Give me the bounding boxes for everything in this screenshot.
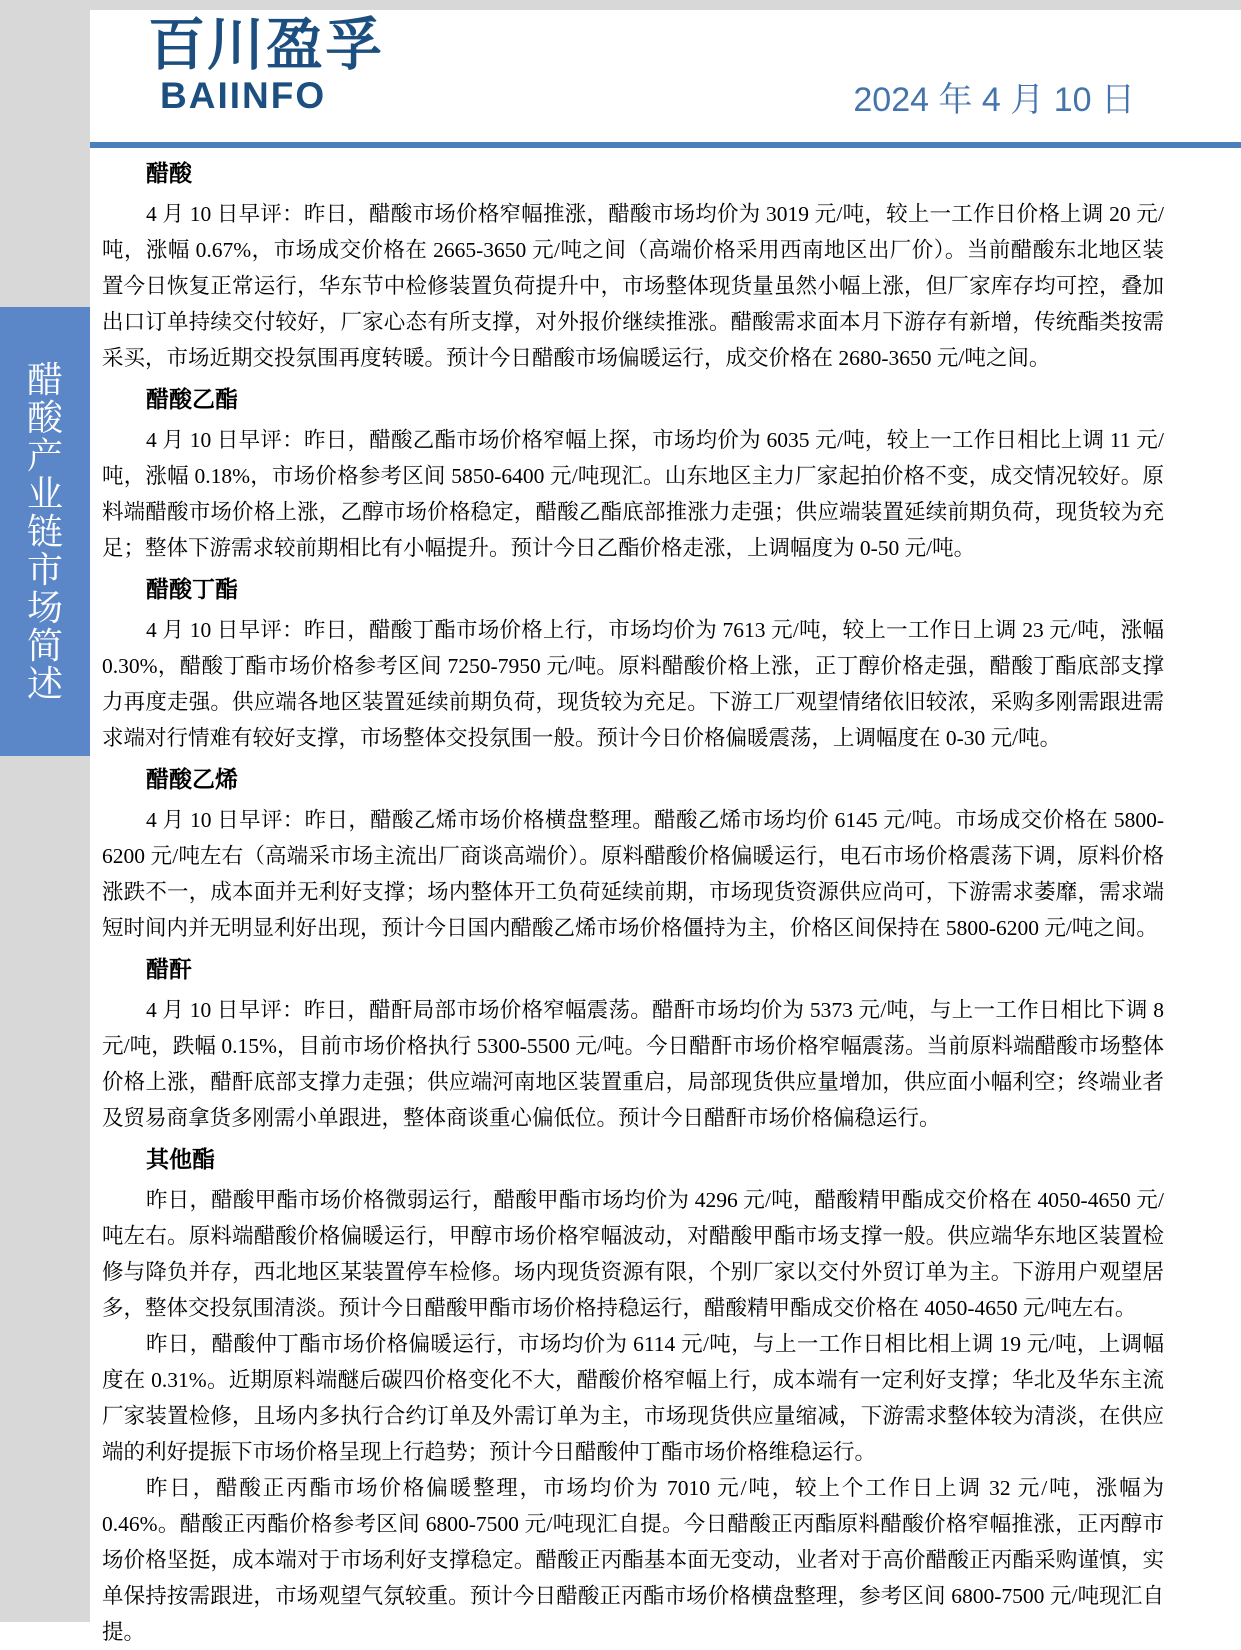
- section-paragraph: 昨日，醋酸正丙酯市场价格偏暖整理，市场均价为 7010 元/吨，较上个工作日上调 32 元/吨，涨幅为 0.46%。醋酸正丙酯价格参考区间 6800-7500 元/吨现汇自提。今日醋酸正丙酯原料醋酸价格窄幅推涨，正丙醇市场价格坚挺，成本端对于市场利好支撑稳定。醋酸正丙酯基本面无变动，业者对于高价醋酸正丙酯采购谨慎，实单保持按需跟进，市场观望气氛较重。预计今日醋酸正丙酯市场价格横盘整理，参考区间 6800-7500 元/吨现汇自提。: [102, 1476, 1164, 1644]
- baiinfo-logo: [148, 14, 384, 116]
- section-butyl-acetate: [102, 576, 1164, 756]
- section-other-esters: [102, 1146, 1164, 1650]
- header-divider: [90, 142, 1241, 148]
- section-heading: 醋酐: [146, 957, 192, 982]
- section-heading: 醋酸: [146, 161, 192, 186]
- section-acetic-acid: [102, 160, 1164, 376]
- page-top-margin: [0, 0, 1241, 10]
- page-left-margin: [0, 0, 90, 1622]
- section-heading: 醋酸乙烯: [146, 767, 238, 792]
- section-acetic-anhydride: [102, 956, 1164, 1136]
- section-heading: 醋酸乙酯: [146, 387, 238, 412]
- section-vinyl-acetate: [102, 766, 1164, 946]
- report-date: 2024 年 4 月 10 日: [853, 81, 1135, 119]
- section-heading: 醋酸丁酯: [146, 577, 238, 602]
- section-paragraph: 4 月 10 日早评：昨日，醋酸丁酯市场价格上行，市场均价为 7613 元/吨，较上一工作日上调 23 元/吨，涨幅 0.30%，醋酸丁酯市场价格参考区间 7250-7950 元/吨。原料醋酸价格上涨，正丁醇价格走强，醋酸丁酯底部支撑力再度走强。供应端各地区装置延续前期负荷，现货较为充足。下游工厂观望情绪依旧较浓，采购多刚需跟进需求端对行情难有较好支撑，市场整体交投氛围一般。预计今日价格偏暖震荡，上调幅度在 0-30 元/吨。: [102, 618, 1164, 750]
- section-paragraph: 4 月 10 日早评：昨日，醋酸市场价格窄幅推涨，醋酸市场均价为 3019 元/吨，较上一工作日价格上调 20 元/吨，涨幅 0.67%，市场成交价格在 2665-3650 元/吨之间（高端价格采用西南地区出厂价）。当前醋酸东北地区装置今日恢复正常运行，华东节中检修装置负荷提升中，市场整体现货量虽然小幅上涨，但厂家库存均可控，叠加出口订单持续交付较好，厂家心态有所支撑，对外报价继续推涨。醋酸需求面本月下游存有新增，传统酯类按需采买，市场近期交投氛围再度转暖。预计今日醋酸市场偏暖运行，成交价格在 2680-3650 元/吨之间。: [102, 202, 1164, 370]
- logo-english-text: BAIINFO: [160, 75, 327, 116]
- section-heading: 其他酯: [146, 1147, 215, 1172]
- section-ethyl-acetate: [102, 386, 1164, 566]
- section-paragraph: 4 月 10 日早评：昨日，醋酸乙酯市场价格窄幅上探，市场均价为 6035 元/吨，较上一工作日相比上调 11 元/吨，涨幅 0.18%，市场价格参考区间 5850-6400 元/吨现汇。山东地区主力厂家起拍价格不变，成交情况较好。原料端醋酸市场价格上涨，乙醇市场价格稳定，醋酸乙酯底部推涨力走强；供应端装置延续前期负荷，现货较为充足；整体下游需求较前期相比有小幅提升。预计今日乙酯价格走涨，上调幅度为 0-50 元/吨。: [102, 428, 1164, 560]
- sidebar-vertical-banner: [0, 307, 90, 756]
- sidebar-title-text: 醋酸产业链市场简述: [26, 359, 63, 704]
- section-paragraph: 昨日，醋酸仲丁酯市场价格偏暖运行，市场均价为 6114 元/吨，与上一工作日相比相上调 19 元/吨，上调幅度在 0.31%。近期原料端醚后碳四价格变化不大，醋酸价格窄幅上行，成本端有一定利好支撑；华北及华东主流厂家装置检修，且场内多执行合约订单及外需订单为主，市场现货供应量缩减，下游需求整体较为清淡，在供应端的利好提振下市场价格呈现上行趋势；预计今日醋酸仲丁酯市场价格维稳运行。: [102, 1332, 1164, 1464]
- report-body: [102, 150, 1164, 1650]
- logo-chinese-text: 百川盈孚: [148, 13, 384, 77]
- section-paragraph: 昨日，醋酸甲酯市场价格微弱运行，醋酸甲酯市场均价为 4296 元/吨，醋酸精甲酯成交价格在 4050-4650 元/吨左右。原料端醋酸价格偏暖运行，甲醇市场价格窄幅波动，对醋酸甲酯市场支撑一般。供应端华东地区装置检修与降负并存，西北地区某装置停车检修。场内现货资源有限，个别厂家以交付外贸订单为主。下游用户观望居多，整体交投氛围清淡。预计今日醋酸甲酯市场价格持稳运行，醋酸精甲酯成交价格在 4050-4650 元/吨左右。: [102, 1188, 1164, 1320]
- section-paragraph: 4 月 10 日早评：昨日，醋酸乙烯市场价格横盘整理。醋酸乙烯市场均价 6145 元/吨。市场成交价格在 5800-6200 元/吨左右（高端采市场主流出厂商谈高端价）。原料醋酸价格偏暖运行，电石市场价格震荡下调，原料价格涨跌不一，成本面并无利好支撑；场内整体开工负荷延续前期，市场现货资源供应尚可，下游需求萎靡，需求端短时间内并无明显利好出现，预计今日国内醋酸乙烯市场价格僵持为主，价格区间保持在 5800-6200 元/吨之间。: [102, 808, 1164, 940]
- section-paragraph: 4 月 10 日早评：昨日，醋酐局部市场价格窄幅震荡。醋酐市场均价为 5373 元/吨，与上一工作日相比下调 8 元/吨，跌幅 0.15%，目前市场价格执行 5300-5500 元/吨。今日醋酐市场价格窄幅震荡。当前原料端醋酸市场整体价格上涨，醋酐底部支撑力走强；供应端河南地区装置重启，局部现货供应量增加，供应面小幅利空；终端业者及贸易商拿货多刚需小单跟进，整体商谈重心偏低位。预计今日醋酐市场价格偏稳运行。: [102, 998, 1164, 1130]
